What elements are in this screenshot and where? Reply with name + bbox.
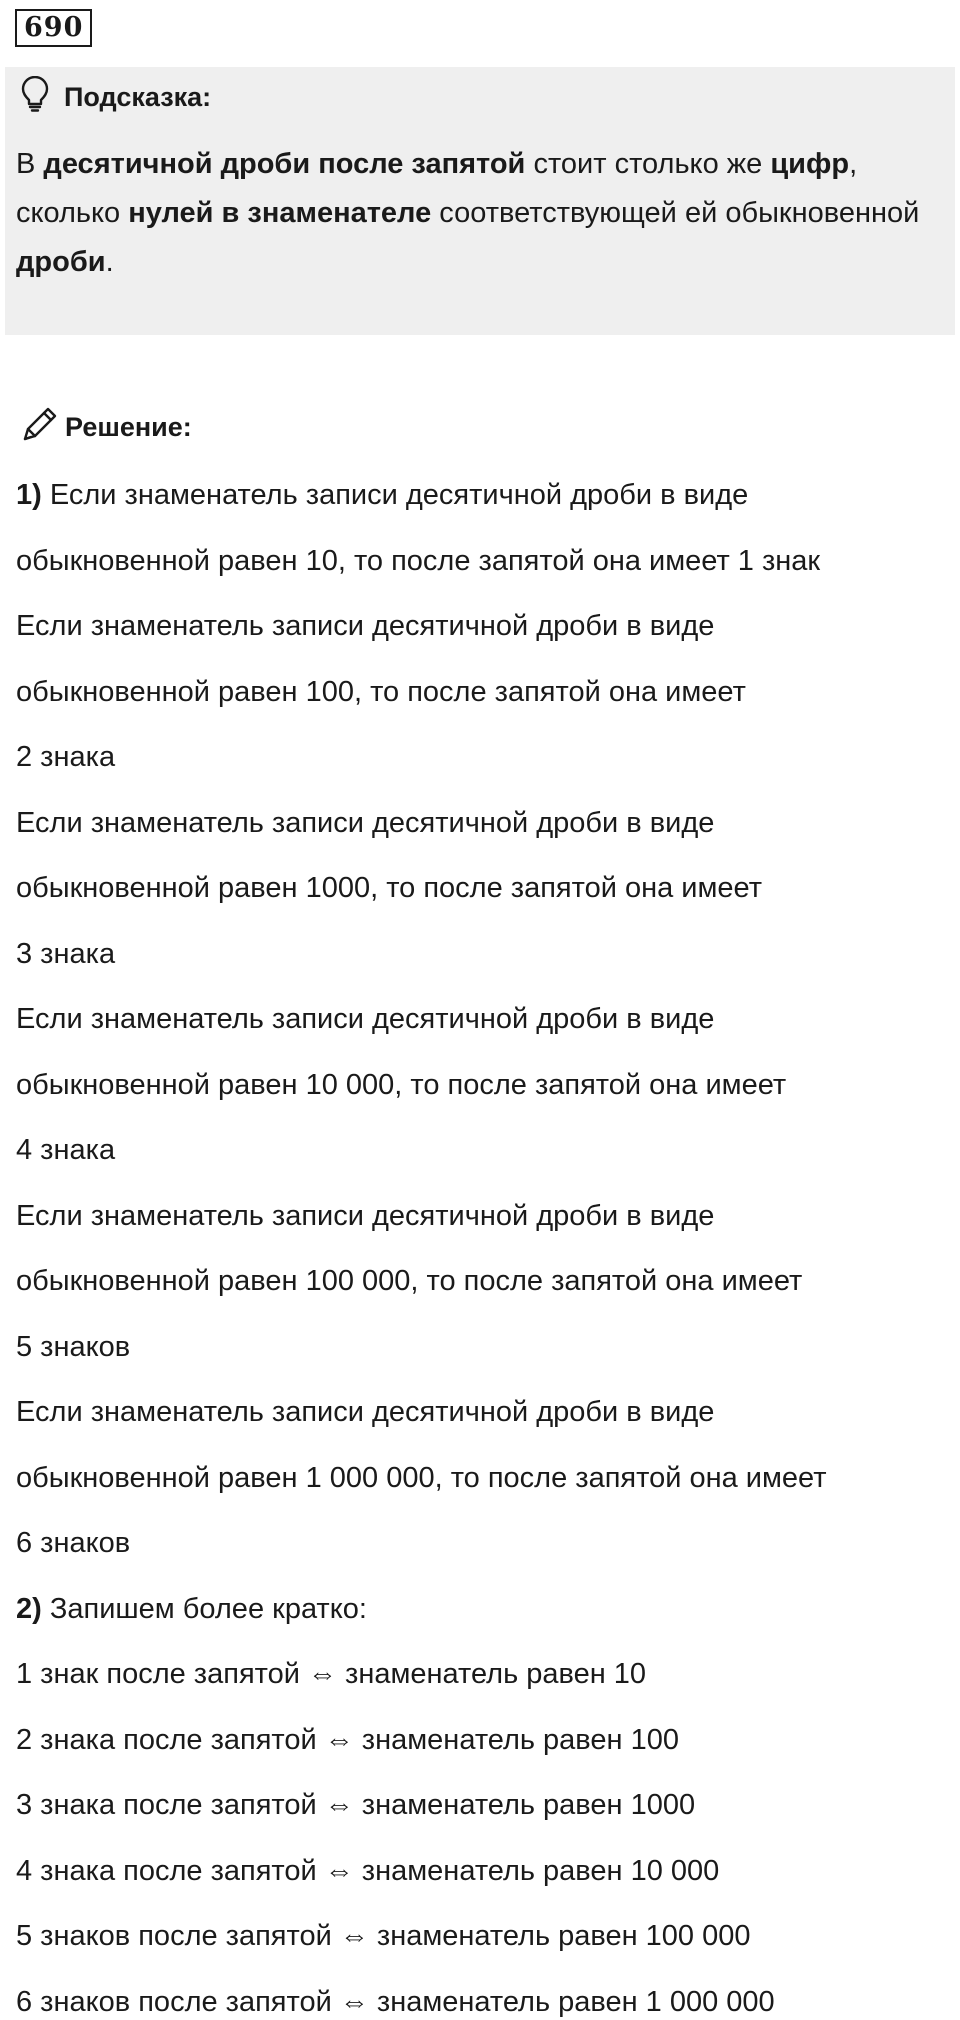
solution-line (16, 1059, 946, 1125)
solution-line-text: 1 знак после запятой ⇔ знаменатель равен 10 (16, 1658, 647, 1690)
solution-line (16, 1386, 946, 1452)
solution-line-text: обыкновенной равен 1000, то после запятой она имеет (16, 872, 762, 904)
solution-line (16, 993, 946, 1059)
solution-line (16, 928, 946, 994)
solution-line-text: 2 знака после запятой ⇔ знаменатель равен 100 (16, 1723, 679, 1756)
solution-line (16, 731, 946, 797)
solution-line-text: 4 знака после запятой ⇔ знаменатель равен 10 000 (16, 1854, 720, 1887)
hint-title: Подсказка: (64, 81, 212, 112)
solution-line (16, 1321, 946, 1387)
solution-line (16, 1779, 946, 1845)
solution-line (16, 1124, 946, 1190)
solution-line (16, 1910, 946, 1976)
solution-line-text: 5 знаков (16, 1330, 131, 1363)
solution-line-text: 6 знаков (16, 1527, 131, 1559)
solution-line (16, 1452, 946, 1518)
solution-line-text: обыкновенной равен 100, то после запятой она имеет (16, 675, 746, 708)
solution-line (16, 797, 946, 863)
pencil-icon (19, 405, 65, 450)
solution-line (16, 1583, 946, 1649)
solution-line-text: обыкновенной равен 10 000, то после запятой она имеет (16, 1068, 787, 1101)
hint-emphasis: нулей в знаменателе (128, 197, 432, 229)
hint-emphasis: дроби (16, 246, 106, 278)
solution-line (16, 1845, 946, 1911)
solution-line-text: Если знаменатель записи десятичной дроби в виде (16, 610, 715, 642)
hint-fragment: , сколько (16, 148, 858, 229)
solution-line-text: 2 знака (16, 741, 116, 773)
solution-line-text: Если знаменатель записи десятичной дроби в виде (16, 1199, 715, 1232)
solution-line-text: Если знаменатель записи десятичной дроби в виде (16, 806, 715, 839)
solution-line-text: 4 знака (16, 1134, 116, 1166)
task-number: 690 (15, 9, 92, 47)
hint-header (20, 77, 211, 117)
solution-line-text: обыкновенной равен 100 000, то после запятой она имеет (16, 1265, 803, 1297)
solution-line-text: Если знаменатель записи десятичной дроби в виде (41, 479, 749, 511)
solution-line (16, 535, 946, 601)
solution-line (16, 1714, 946, 1780)
solution-line (16, 1190, 946, 1256)
solution-line-text: Если знаменатель записи десятичной дроби в виде (16, 1396, 715, 1428)
hint-text (16, 140, 946, 287)
hint-fragment: В (16, 148, 44, 180)
solution-line-text: Запишем более кратко: (41, 1592, 367, 1625)
solution-line (16, 1976, 946, 2020)
step-number: 2) (16, 1592, 42, 1625)
solution-line (16, 1648, 946, 1714)
solution-line-text: обыкновенной равен 1 000 000, то после запятой она имеет (16, 1461, 827, 1494)
solution-line (16, 600, 946, 666)
hint-emphasis: цифр (770, 148, 850, 180)
solution-line (16, 1255, 946, 1321)
solution-line-text: 3 знака (16, 937, 116, 970)
solution-line-text: обыкновенной равен 10, то после запятой она имеет 1 знак (16, 544, 821, 577)
solution-line (16, 862, 946, 928)
solution-line-text: Если знаменатель записи десятичной дроби в виде (16, 1003, 715, 1035)
solution-line-text: 6 знаков после запятой ⇔ знаменатель равен 1 000 000 (16, 1985, 775, 2018)
solution-line (16, 666, 946, 732)
hint-box (5, 67, 955, 335)
hint-fragment: соответствующей ей обыкновенной (431, 197, 920, 229)
hint-fragment: стоит столько же (525, 148, 771, 180)
solution-body (16, 469, 946, 2020)
solution-header (19, 405, 192, 449)
hint-fragment: . (105, 246, 114, 278)
solution-line (16, 469, 946, 535)
solution-title: Решение: (65, 411, 192, 442)
lightbulb-icon (20, 76, 64, 119)
solution-line-text: 5 знаков после запятой ⇔ знаменатель равен 100 000 (16, 1920, 751, 1952)
solution-line-text: 3 знака после запятой ⇔ знаменатель равен 1000 (16, 1789, 696, 1821)
solution-line (16, 1517, 946, 1583)
step-number: 1) (16, 479, 42, 511)
hint-emphasis: десятичной дроби после запятой (43, 148, 526, 180)
